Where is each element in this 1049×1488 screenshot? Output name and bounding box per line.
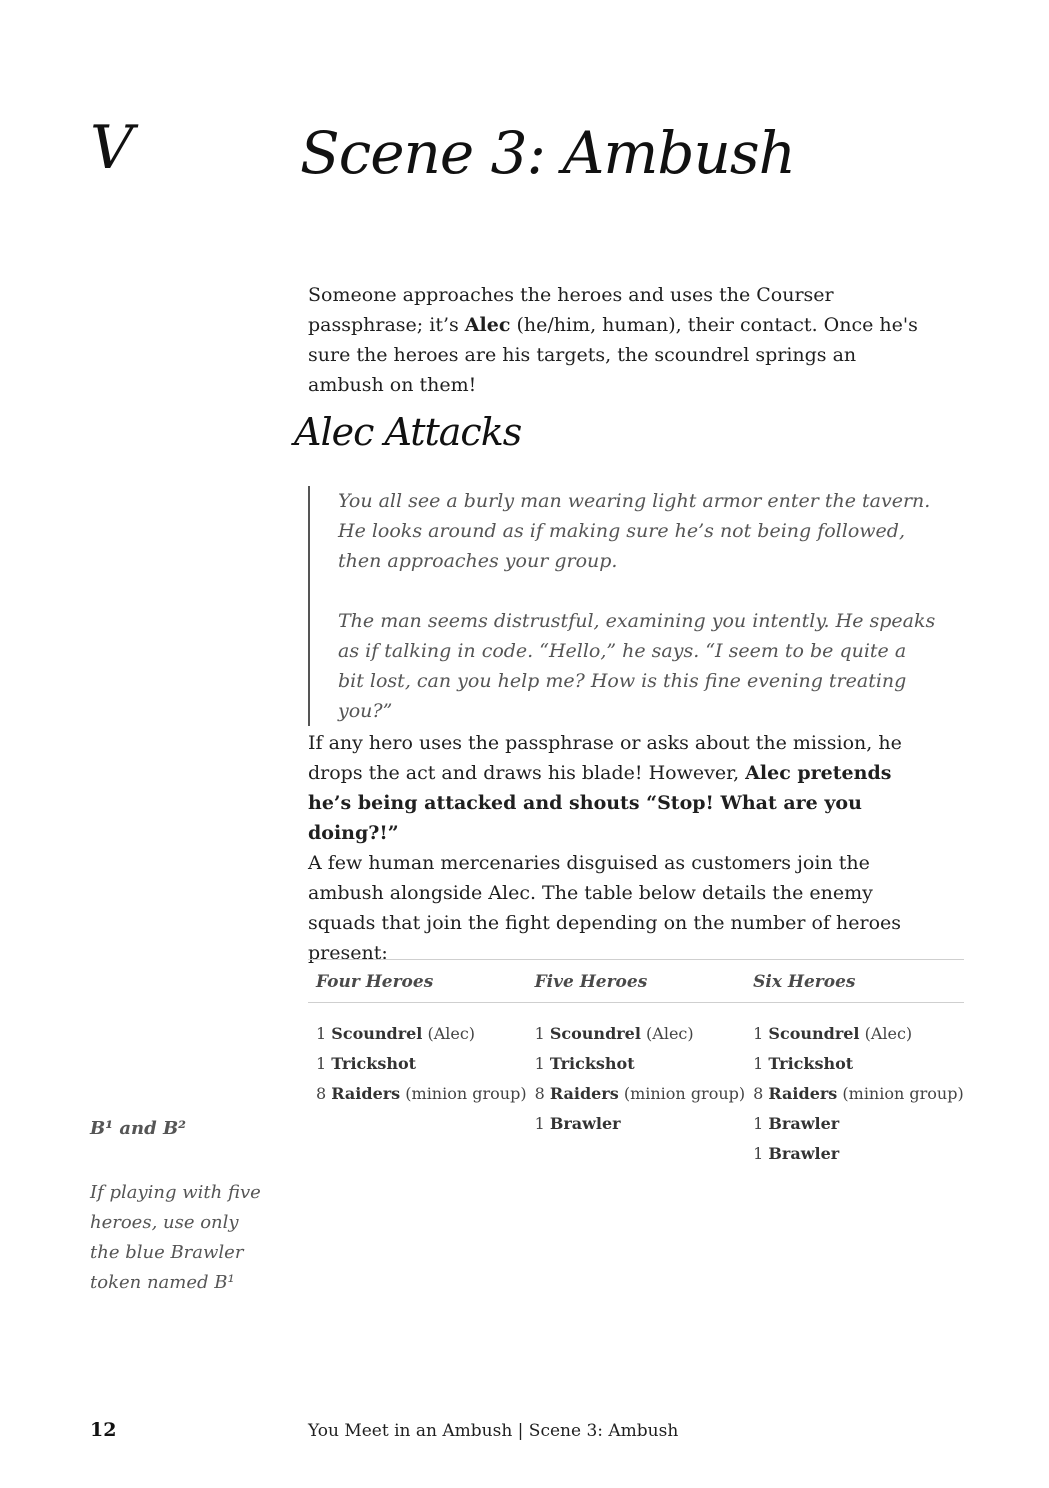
unit-count: 1 xyxy=(534,1054,550,1073)
table-row xyxy=(308,1003,964,1170)
unit-count: 1 xyxy=(534,1024,550,1043)
column-header: Six Heroes xyxy=(745,960,964,1003)
unit-note: (minion group) xyxy=(400,1084,527,1103)
unit-line xyxy=(316,1079,527,1109)
unit-line xyxy=(535,1079,746,1109)
intro-paragraph xyxy=(308,280,933,400)
table-cell xyxy=(745,1003,964,1170)
read-aloud-box xyxy=(308,486,938,726)
table-cell xyxy=(308,1003,527,1170)
unit-name: Trickshot xyxy=(331,1054,417,1073)
unit-line xyxy=(753,1139,964,1169)
unit-count: 1 xyxy=(316,1024,332,1043)
intro-text-start: Someone approaches the heroes and uses the Courser passphrase; it’s xyxy=(308,284,834,336)
read-aloud-paragraph-1: You all see a burly man wearing light armor enter the tavern. He looks around as if making sure he’s not being followed, then approaches your group. xyxy=(338,490,931,572)
unit-count: 8 xyxy=(753,1084,769,1103)
unit-line xyxy=(753,1109,964,1139)
unit-note: (Alec) xyxy=(422,1024,476,1043)
unit-name: Raiders xyxy=(768,1084,838,1103)
unit-note: (Alec) xyxy=(859,1024,913,1043)
sidebar-note: If playing with five heroes, use only the blue Brawler token named B¹ xyxy=(90,1182,261,1293)
scene-title: Scene 3: Ambush xyxy=(300,119,796,187)
unit-count: 1 xyxy=(753,1054,769,1073)
unit-line xyxy=(316,1049,527,1079)
page-number: 12 xyxy=(90,1419,117,1441)
unit-line xyxy=(535,1109,746,1139)
enemy-squads-table xyxy=(308,959,964,1169)
unit-count: 1 xyxy=(534,1114,550,1133)
unit-note: (minion group) xyxy=(618,1084,746,1103)
table-header-row xyxy=(308,960,964,1003)
unit-count: 1 xyxy=(753,1144,769,1163)
attack-bold-text: Alec pretends he’s being attacked and shouts “Stop! What are you doing?!” xyxy=(308,762,892,844)
unit-name: Trickshot xyxy=(549,1054,635,1073)
table-cell xyxy=(527,1003,746,1170)
unit-name: Brawler xyxy=(768,1114,840,1133)
unit-line xyxy=(535,1019,746,1049)
chapter-glyph: V xyxy=(90,113,134,183)
unit-note: (Alec) xyxy=(640,1024,694,1043)
unit-line xyxy=(753,1079,964,1109)
sidebar-title: B¹ and B² xyxy=(90,1118,187,1139)
unit-name: Scoundrel xyxy=(331,1024,423,1043)
unit-line xyxy=(753,1019,964,1049)
read-aloud-paragraph-2: The man seems distrustful, examining you intently. He speaks as if talking in code. “Hello,” he says. “I seem to be quite a bit lost, can you help me? How is this fine evening treating you?” xyxy=(338,610,936,722)
unit-count: 1 xyxy=(316,1054,332,1073)
unit-count: 8 xyxy=(316,1084,332,1103)
unit-name: Raiders xyxy=(331,1084,401,1103)
unit-line xyxy=(316,1019,527,1049)
unit-name: Trickshot xyxy=(768,1054,854,1073)
unit-name: Raiders xyxy=(549,1084,619,1103)
unit-note: (minion group) xyxy=(837,1084,964,1103)
intro-text-end: (he/him, human), their contact. Once he's sure the heroes are his targets, the scoundrel springs an ambush on them! xyxy=(308,314,918,396)
unit-name: Brawler xyxy=(549,1114,621,1133)
intro-bold-name: Alec xyxy=(464,314,511,336)
unit-line xyxy=(753,1049,964,1079)
section-heading: Alec Attacks xyxy=(294,410,522,454)
column-header: Five Heroes xyxy=(527,960,746,1003)
unit-name: Scoundrel xyxy=(768,1024,860,1043)
running-footer: You Meet in an Ambush | Scene 3: Ambush xyxy=(308,1421,679,1441)
attack-text: If any hero uses the passphrase or asks about the mission, he drops the act and draws his blade! However, xyxy=(308,732,902,784)
unit-count: 1 xyxy=(753,1024,769,1043)
unit-count: 8 xyxy=(534,1084,550,1103)
unit-name: Brawler xyxy=(768,1144,840,1163)
unit-name: Scoundrel xyxy=(549,1024,641,1043)
mercenaries-paragraph: A few human mercenaries disguised as customers join the ambush alongside Alec. The table below details the enemy squads that join the fight depending on the number of heroes present: xyxy=(308,852,902,964)
attack-paragraph xyxy=(308,728,933,848)
unit-count: 1 xyxy=(753,1114,769,1133)
unit-line xyxy=(535,1049,746,1079)
column-header: Four Heroes xyxy=(308,960,527,1003)
